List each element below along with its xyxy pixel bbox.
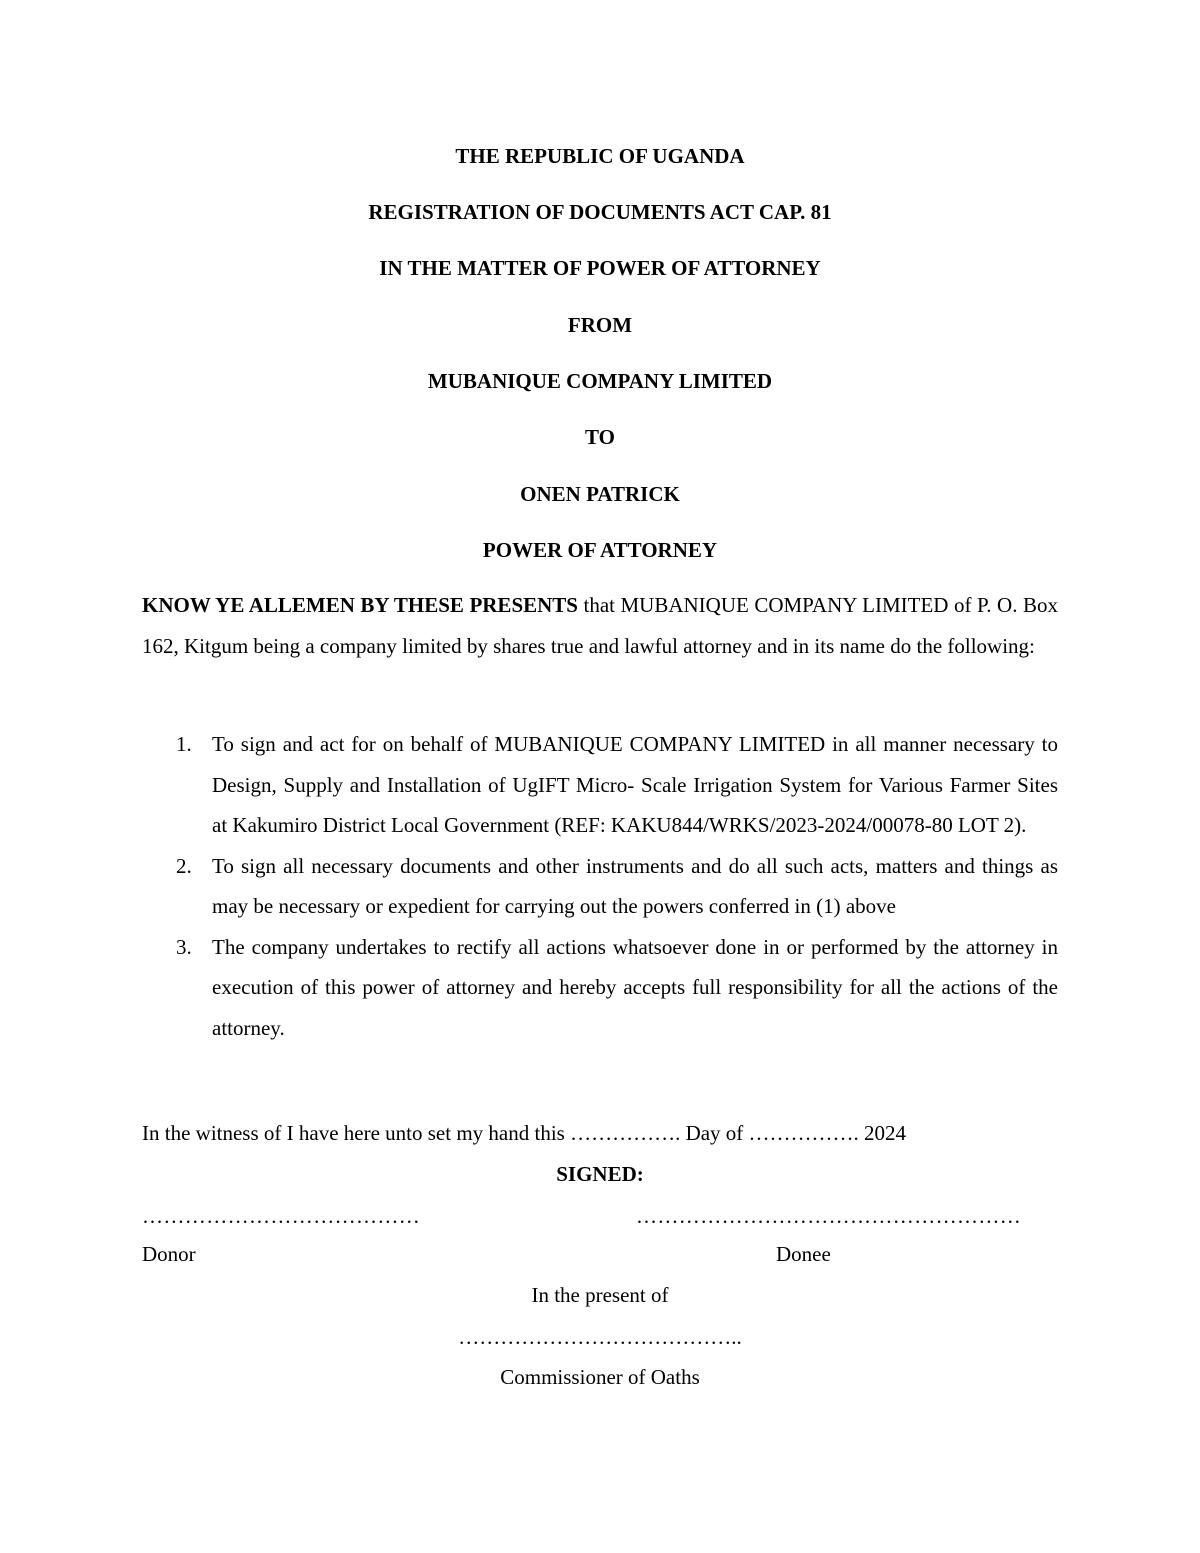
clause-item xyxy=(142,724,1058,846)
witness-line: In the witness of I have here unto set my hand this ……………. Day of ……………. 2024 xyxy=(142,1121,907,1145)
clause-text: To sign and act for on behalf of MUBANIQUE COMPANY LIMITED in all manner necessary to Design, Supply and Installation of UgIFT Micro- Scale Irrigation System for Various Farmer Sites at Kakumiro District Local Government (REF: KAKU844/WRKS/2023-2024/00078-80 LOT 2). xyxy=(212,732,1058,837)
heading-matter: IN THE MATTER OF POWER OF ATTORNEY xyxy=(379,256,821,280)
commissioner-label: Commissioner of Oaths xyxy=(500,1365,700,1389)
intro-text: that MUBANIQUE COMPANY LIMITED of P. O. Box 162, Kitgum being a company limited by shares true and lawful attorney and in its name do the following: xyxy=(142,593,1058,658)
clause-number: 3. xyxy=(176,934,192,959)
donor-signature-line: ………………………………… xyxy=(142,1204,421,1228)
clause-list xyxy=(142,724,1058,1048)
intro-paragraph xyxy=(142,585,1058,667)
commissioner-signature-line: ………………………………….. xyxy=(458,1325,742,1349)
presence-label: In the present of xyxy=(531,1283,669,1307)
document-title: POWER OF ATTORNEY xyxy=(482,538,718,562)
heading-act: REGISTRATION OF DOCUMENTS ACT CAP. 81 xyxy=(368,200,832,224)
clause-number: 2. xyxy=(176,853,192,878)
clause-item xyxy=(142,846,1058,927)
intro-lead: KNOW YE ALLEMEN BY THESE PRESENTS xyxy=(142,593,578,617)
donee-signature-line: ……………………………………………… xyxy=(636,1204,1022,1228)
clause-item xyxy=(142,927,1058,1049)
signed-label: SIGNED: xyxy=(556,1162,644,1186)
clause-number: 1. xyxy=(176,732,192,756)
clause-text: The company undertakes to rectify all actions whatsoever done in or performed by the attorney in execution of this power of attorney and hereby accepts full responsibility for all the actions of the attorney. xyxy=(212,934,1058,1040)
donor-label: Donor xyxy=(142,1242,196,1266)
donee-label: Donee xyxy=(776,1242,831,1266)
heading-donee-name: ONEN PATRICK xyxy=(520,482,680,506)
heading-republic: THE REPUBLIC OF UGANDA xyxy=(455,144,745,168)
heading-to: TO xyxy=(585,425,615,449)
clause-text: To sign all necessary documents and other instruments and do all such acts, matters and things as may be necessary or expedient for carrying out the powers conferred in (1) above xyxy=(212,853,1058,918)
heading-from: FROM xyxy=(567,313,633,337)
heading-donor-company: MUBANIQUE COMPANY LIMITED xyxy=(427,369,773,393)
